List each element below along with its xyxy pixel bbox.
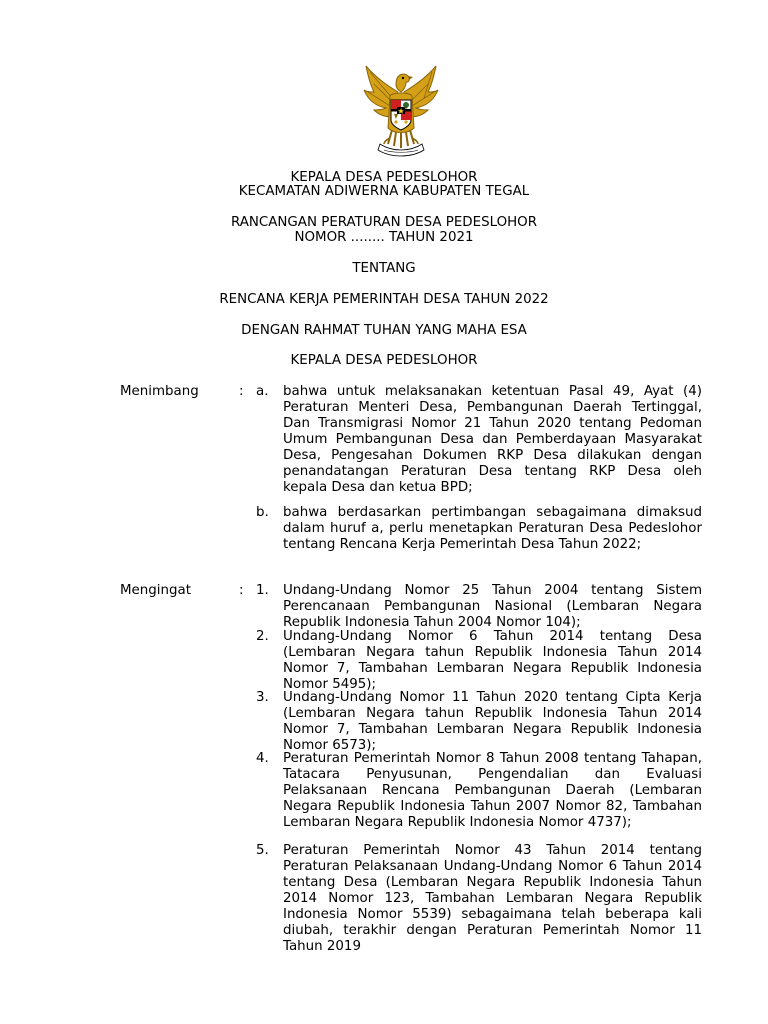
- mengingat-colon: :: [239, 583, 244, 598]
- menimbang-colon: :: [239, 384, 244, 399]
- mengingat-item-marker: 5.: [256, 843, 269, 858]
- mengingat-item: Undang-Undang Nomor 25 Tahun 2004 tentang Sistem Perencanaan Pembangunan Nasional (Lembaran Negara Republik Indonesia Tahun 2004 Nomor 104);: [283, 583, 702, 630]
- menimbang-item: bahwa untuk melaksanakan ketentuan Pasal 49, Ayat (4) Peraturan Menteri Desa, Pembangunan Daerah Tertinggal, Dan Transmigrasi Nomor 21 Tahun 2020 tentang Pedoman Umum Pembangunan Desa dan Pemberdayaan Masyarakat Desa, Pengesahan Dokumen RKP Desa dilakukan dengan penandatangan Peraturan Desa tentang RKP Desa oleh kepala Desa dan ketua BPD;: [283, 384, 702, 495]
- header-line-4: NOMOR ........ TAHUN 2021: [294, 230, 474, 245]
- header-line-3: RANCANGAN PERATURAN DESA PEDESLOHOR: [230, 215, 538, 230]
- mengingat-item-marker: 2.: [256, 629, 269, 644]
- garuda-pancasila-emblem-icon: [362, 62, 440, 158]
- mengingat-item: Peraturan Pemerintah Nomor 8 Tahun 2008 tentang Tahapan, Tatacara Penyusunan, Pengendalian dan Evaluasi Pelaksanaan Rencana Pembangunan Daerah (Lembaran Negara Republik Indonesia Tahun 2007 Nomor 82, Tambahan Lembaran Negara Republik Indonesia Nomor 4737);: [283, 751, 702, 830]
- header-line-2: KECAMATAN ADIWERNA KABUPATEN TEGAL: [238, 184, 530, 199]
- mengingat-item: Undang-Undang Nomor 6 Tahun 2014 tentang Desa (Lembaran Negara tahun Republik Indonesia Tahun 2014 Nomor 7, Tambahan Lembaran Negara Republik Indonesia Nomor 5495);: [283, 629, 702, 692]
- header-line-1: KEPALA DESA PEDESLOHOR: [290, 170, 478, 185]
- header-line-8: KEPALA DESA PEDESLOHOR: [290, 353, 478, 368]
- mengingat-item-marker: 4.: [256, 751, 269, 766]
- menimbang-label: Menimbang: [120, 384, 199, 399]
- mengingat-item-marker: 3.: [256, 690, 269, 705]
- mengingat-item: Peraturan Pemerintah Nomor 43 Tahun 2014 tentang Peraturan Pelaksanaan Undang-Undang Nomor 6 Tahun 2014 tentang Desa (Lembaran Negara Republik Indonesia Tahun 2014 Nomor 123, Tambahan Lembaran Negara Republik Indonesia Nomor 5539) sebagaimana telah beberapa kali diubah, terakhir dengan Peraturan Pemerintah Nomor 11 Tahun 2019: [283, 843, 702, 954]
- mengingat-label: Mengingat: [120, 583, 191, 598]
- header-line-7: DENGAN RAHMAT TUHAN YANG MAHA ESA: [241, 323, 527, 338]
- menimbang-item: bahwa berdasarkan pertimbangan sebagaimana dimaksud dalam huruf a, perlu menetapkan Peraturan Desa Pedeslohor tentang Rencana Kerja Pemerintah Desa Tahun 2022;: [283, 505, 702, 552]
- mengingat-item: Undang-Undang Nomor 11 Tahun 2020 tentang Cipta Kerja (Lembaran Negara tahun Republik Indonesia Tahun 2014 Nomor 7, Tambahan Lembaran Negara Republik Indonesia Nomor 6573);: [283, 690, 702, 753]
- mengingat-item-marker: 1.: [256, 583, 269, 598]
- header-line-6: RENCANA KERJA PEMERINTAH DESA TAHUN 2022: [219, 292, 549, 307]
- header-line-5: TENTANG: [352, 261, 416, 276]
- menimbang-item-marker: a.: [256, 384, 269, 399]
- menimbang-item-marker: b.: [256, 505, 269, 520]
